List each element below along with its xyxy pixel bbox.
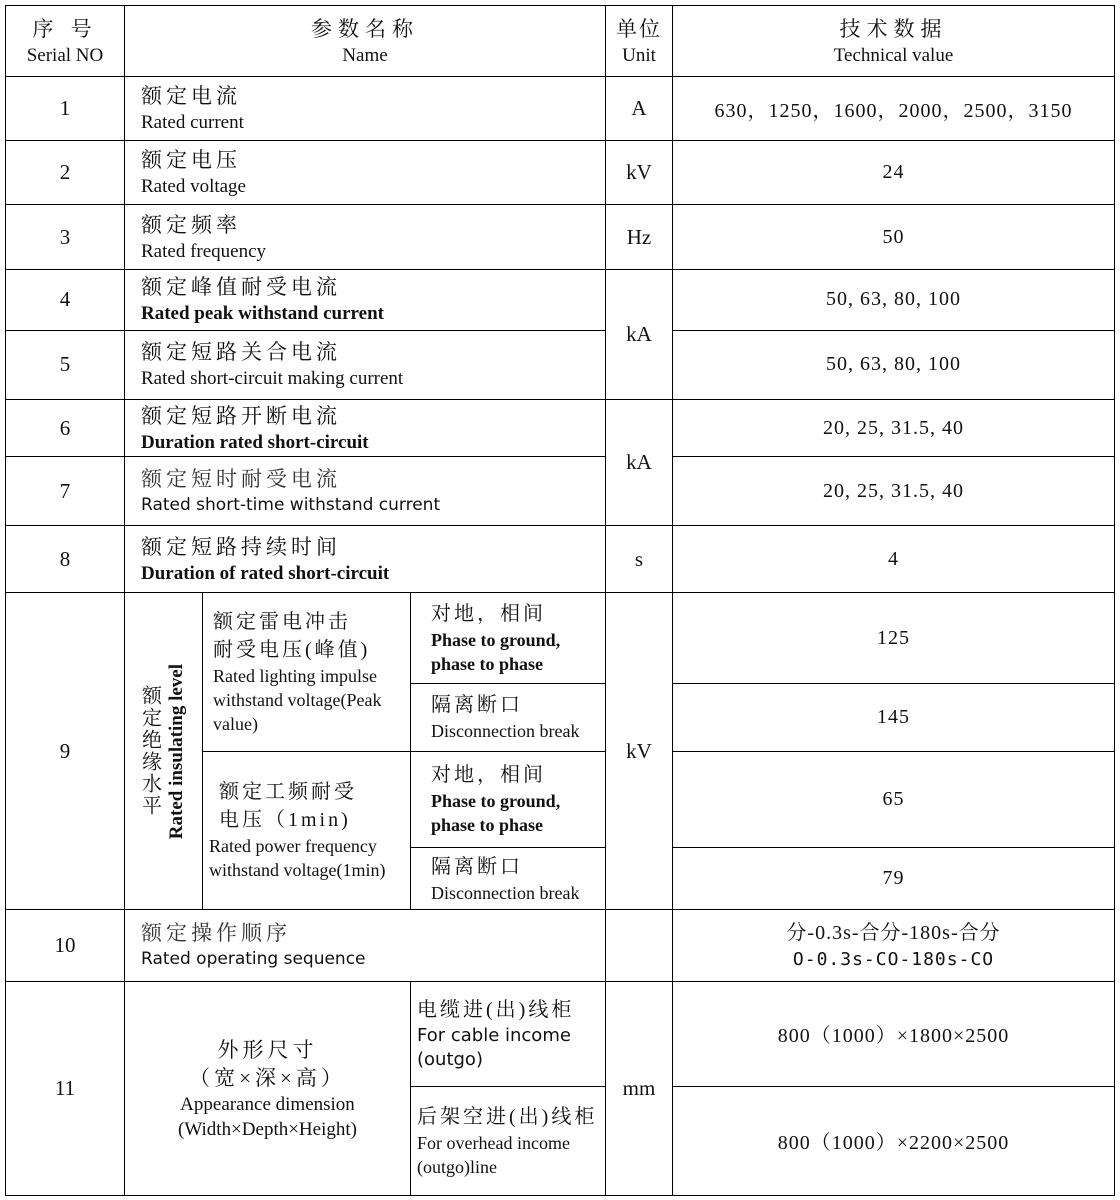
parameter-name: [125, 910, 606, 982]
parameter-name-zh: 额定短时耐受电流: [141, 466, 341, 491]
dimension-en-line2: (Width×Depth×Height): [178, 1118, 357, 1140]
value-cell: 20, 25, 31.5, 40: [673, 457, 1115, 526]
serial-number: 9: [6, 593, 125, 910]
unit-cell: mm: [606, 982, 673, 1196]
value-cell: 800（1000）×1800×2500: [673, 982, 1115, 1086]
value-cell: [673, 910, 1115, 982]
table-row: [6, 205, 1115, 269]
header-row: [6, 6, 1115, 77]
unit-cell: kV: [606, 593, 673, 910]
table-row: [6, 910, 1115, 982]
table-row: [6, 269, 1115, 330]
insulation-group-label: [125, 593, 203, 910]
header-value-en: Technical value: [833, 44, 954, 66]
power-break-label: [411, 848, 606, 910]
header-serial-en: Serial NO: [26, 44, 104, 66]
dimension-label: [125, 982, 411, 1196]
serial-number: 7: [6, 457, 125, 526]
header-value-zh: 技术数据: [839, 16, 948, 41]
power-en: Rated power frequency withstand voltage(1min): [209, 836, 386, 881]
parameter-name-zh: 额定短路持续时间: [141, 534, 341, 559]
serial-number: 4: [6, 269, 125, 330]
power-frequency-label: [203, 751, 411, 909]
parameter-name-zh: 额定操作顺序: [141, 921, 291, 946]
power-zh-line1: 额定工频耐受: [219, 781, 357, 804]
parameter-name-en: Duration rated short-circuit: [141, 431, 369, 453]
parameter-name: [125, 205, 606, 269]
unit-cell: kV: [606, 141, 673, 205]
power-ground-en2: phase to phase: [431, 815, 544, 836]
value-cell: 145: [673, 683, 1115, 751]
unit-cell: Hz: [606, 205, 673, 269]
technical-parameters-table: [5, 5, 1115, 1196]
header-name: [125, 6, 606, 77]
lightning-impulse-label: [203, 593, 411, 751]
dimension-zh-line2: （宽×深×高）: [189, 1065, 346, 1090]
parameter-name-zh: 额定峰值耐受电流: [141, 275, 341, 300]
cable-cabinet-en2: (outgo): [417, 1048, 483, 1070]
power-ground-en1: Phase to ground,: [431, 791, 561, 812]
parameter-name: [125, 77, 606, 141]
serial-number: 5: [6, 330, 125, 399]
parameter-name-en: Rated short-circuit making current: [141, 368, 404, 390]
header-unit: [606, 6, 673, 77]
lightning-en: Rated lighting impulse withstand voltage(Peak value): [213, 666, 382, 735]
parameter-name: [125, 330, 606, 399]
lightning-ground-en1: Phase to ground,: [431, 630, 561, 651]
unit-cell: s: [606, 526, 673, 593]
unit-cell: A: [606, 77, 673, 141]
parameter-name-en: Rated voltage: [141, 176, 246, 198]
parameter-name-en: Rated short-time withstand current: [141, 494, 441, 515]
serial-number: 6: [6, 399, 125, 456]
serial-number: 1: [6, 77, 125, 141]
sequence-value-zh: 分-0.3s-合分-180s-合分: [786, 921, 1001, 944]
value-cell: 125: [673, 593, 1115, 683]
parameter-name-zh: 额定频率: [141, 212, 241, 237]
parameter-name-en: Duration of rated short-circuit: [141, 562, 390, 584]
cable-cabinet-en1: For cable income: [417, 1024, 571, 1046]
overhead-cabinet-zh: 后架空进(出)线柜: [417, 1105, 598, 1128]
value-cell: 79: [673, 848, 1115, 910]
header-serial-zh: 序 号: [32, 16, 98, 41]
overhead-cabinet-en1: For overhead income: [417, 1132, 570, 1153]
insulation-group-zh: 额定绝缘水平: [138, 685, 161, 818]
value-cell: 65: [673, 751, 1115, 847]
overhead-cabinet-label: [411, 1086, 606, 1195]
parameter-name: [125, 399, 606, 456]
parameter-name-zh: 额定短路关合电流: [141, 340, 341, 365]
parameter-name: [125, 526, 606, 593]
parameter-name-en: Rated operating sequence: [141, 949, 366, 970]
power-ground-zh: 对地，相间: [431, 764, 546, 787]
table-row: [6, 526, 1115, 593]
lightning-ground-zh: 对地，相间: [431, 603, 546, 626]
dimension-en-line1: Appearance dimension: [180, 1093, 355, 1115]
lightning-zh-line2: 耐受电压(峰值): [213, 639, 371, 662]
header-name-en: Name: [342, 44, 388, 66]
parameter-name-zh: 额定短路开断电流: [141, 403, 341, 428]
lightning-break-en: Disconnection break: [431, 721, 580, 742]
value-cell: 630，1250，1600，2000，2500，3150: [673, 77, 1115, 141]
insulation-row: [6, 593, 1115, 683]
power-zh-line2: 电压（1min): [219, 809, 351, 832]
serial-number: 11: [6, 982, 125, 1196]
table-row: [6, 77, 1115, 141]
header-unit-zh: 单位: [616, 16, 663, 41]
table-row: [6, 399, 1115, 456]
lightning-zh-line1: 额定雷电冲击: [213, 611, 351, 634]
power-ground-label: [411, 751, 606, 847]
power-break-zh: 隔离断口: [431, 855, 523, 878]
dimension-zh-line1: 外形尺寸: [217, 1037, 318, 1062]
value-cell: 50: [673, 205, 1115, 269]
sequence-value-code: O-0.3s-CO-180s-CO: [792, 948, 995, 970]
cable-cabinet-zh: 电缆进(出)线柜: [417, 998, 575, 1021]
unit-cell: [606, 910, 673, 982]
table-row: [6, 141, 1115, 205]
power-break-en: Disconnection break: [431, 882, 580, 903]
parameter-name: [125, 269, 606, 330]
lightning-ground-en2: phase to phase: [431, 654, 544, 675]
value-cell: 50, 63, 80, 100: [673, 269, 1115, 330]
dimension-row: [6, 982, 1115, 1086]
cable-cabinet-label: [411, 982, 606, 1086]
value-cell: 4: [673, 526, 1115, 593]
unit-cell: kA: [606, 269, 673, 399]
serial-number: 10: [6, 910, 125, 982]
parameter-name: [125, 457, 606, 526]
insulation-group-en: Rated insulating level: [165, 663, 187, 839]
lightning-break-zh: 隔离断口: [431, 694, 523, 717]
value-cell: 800（1000）×2200×2500: [673, 1086, 1115, 1195]
header-unit-en: Unit: [622, 44, 656, 66]
parameter-name-en: Rated peak withstand current: [141, 303, 384, 325]
parameter-name-zh: 额定电压: [141, 148, 241, 173]
parameter-name: [125, 141, 606, 205]
overhead-cabinet-en2: (outgo)line: [417, 1156, 497, 1177]
value-cell: 24: [673, 141, 1115, 205]
serial-number: 8: [6, 526, 125, 593]
header-name-zh: 参数名称: [311, 16, 419, 41]
value-cell: 20, 25, 31.5, 40: [673, 399, 1115, 456]
unit-cell: kA: [606, 399, 673, 525]
serial-number: 2: [6, 141, 125, 205]
lightning-ground-label: [411, 593, 606, 683]
header-serial: [6, 6, 125, 77]
serial-number: 3: [6, 205, 125, 269]
table-row: [6, 330, 1115, 399]
parameter-name-zh: 额定电流: [141, 84, 241, 109]
table-row: [6, 457, 1115, 526]
value-cell: 50, 63, 80, 100: [673, 330, 1115, 399]
header-value: [673, 6, 1115, 77]
lightning-break-label: [411, 683, 606, 751]
parameter-name-en: Rated frequency: [141, 240, 267, 262]
parameter-name-en: Rated current: [141, 112, 244, 134]
